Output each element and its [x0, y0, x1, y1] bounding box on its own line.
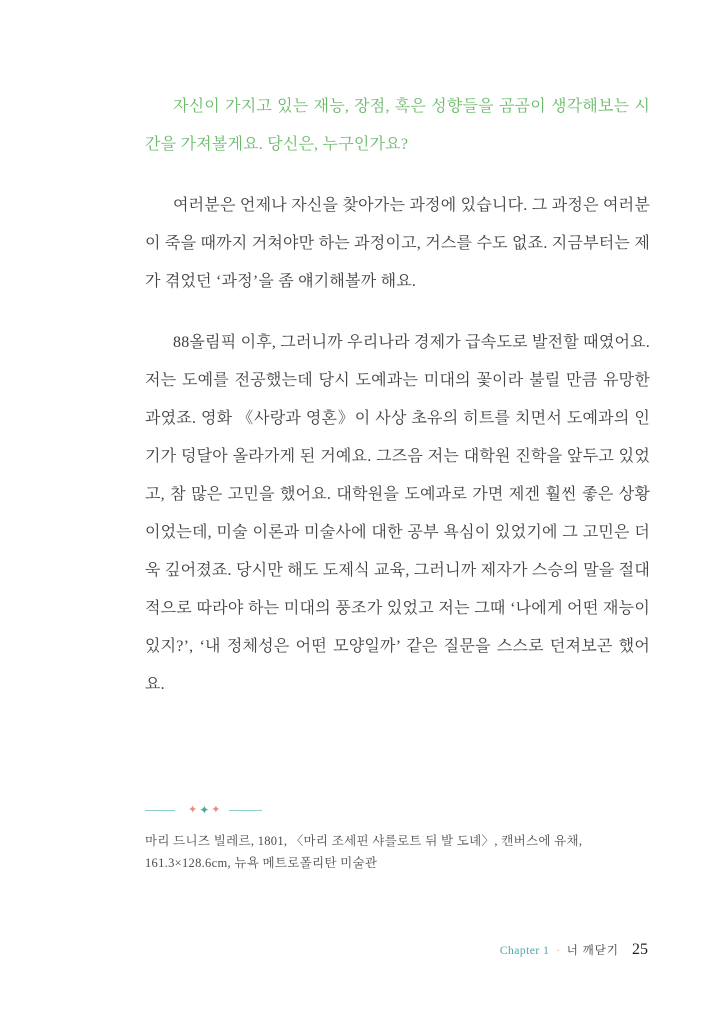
diamond-icon: ✦ — [211, 803, 221, 816]
diamond-icon: ✦ — [199, 803, 210, 817]
chapter-label: Chapter 1 — [499, 945, 550, 957]
section-divider — [145, 803, 582, 817]
divider-rule — [229, 810, 262, 811]
body-paragraph: 88올림픽 이후, 그러니까 우리나라 경제가 급속도로 발전할 때였어요. 저는 도예를 전공했는데 당시 도예과는 미대의 꽃이라 불릴 만큼 유망한 과였죠. 영화 《사랑과 영혼》이 사상 초유의 히트를 치면서 도예과의 인기가 덩달아 올라가게 된 거예요. 그즈음 저는 대학원 진학을 앞두고 있었고, 참 많은 고민을 했어요. 대학원을 도예과로 가면 제겐 훨씬 좋은 상황이었는데, 미술 이론과 미술사에 대한 공부 욕심이 있었기에 그 고민은 더욱 깊어졌죠. 당시만 해도 도제식 교육, 그러니까 제자가 스승의 말을 절대적으로 따라야 하는 미대의 풍조가 있었고 저는 그때 ‘나에게 어떤 재능이 있지?’, ‘내 정체성은 어떤 모양일까’ 같은 질문을 스스로 던져보곤 했어요. — [145, 334, 650, 693]
figure-caption-block — [145, 803, 582, 874]
body-text — [145, 88, 650, 727]
footer-separator-dot: · — [556, 946, 560, 957]
caption-line-1: 마리 드니즈 빌레르, 1801, 〈마리 조세핀 샤를로트 뒤 발 도녜〉, 캔버스에 유채, — [145, 834, 583, 848]
running-footer — [500, 941, 648, 959]
divider-rule — [145, 810, 175, 811]
diamond-icon: ✦ — [188, 803, 198, 816]
section-title: 너 깨닫기 — [566, 945, 619, 957]
page-number: 25 — [632, 941, 648, 958]
caption-line-2: 161.3×128.6cm, 뉴욕 메트로폴리탄 미술관 — [145, 856, 378, 870]
body-paragraph: 여러분은 언제나 자신을 찾아가는 과정에 있습니다. 그 과정은 여러분이 죽을 때까지 거쳐야만 하는 과정이고, 거스를 수도 없죠. 지금부터는 제가 겪었던 ‘과정’을 좀 얘기해볼까 해요. — [145, 197, 650, 290]
lead-paragraph: 자신이 가지고 있는 재능, 장점, 혹은 성향들을 곰곰이 생각해보는 시간을 가져볼게요. 당신은, 누구인가요? — [145, 98, 650, 153]
artwork-caption — [145, 830, 582, 874]
